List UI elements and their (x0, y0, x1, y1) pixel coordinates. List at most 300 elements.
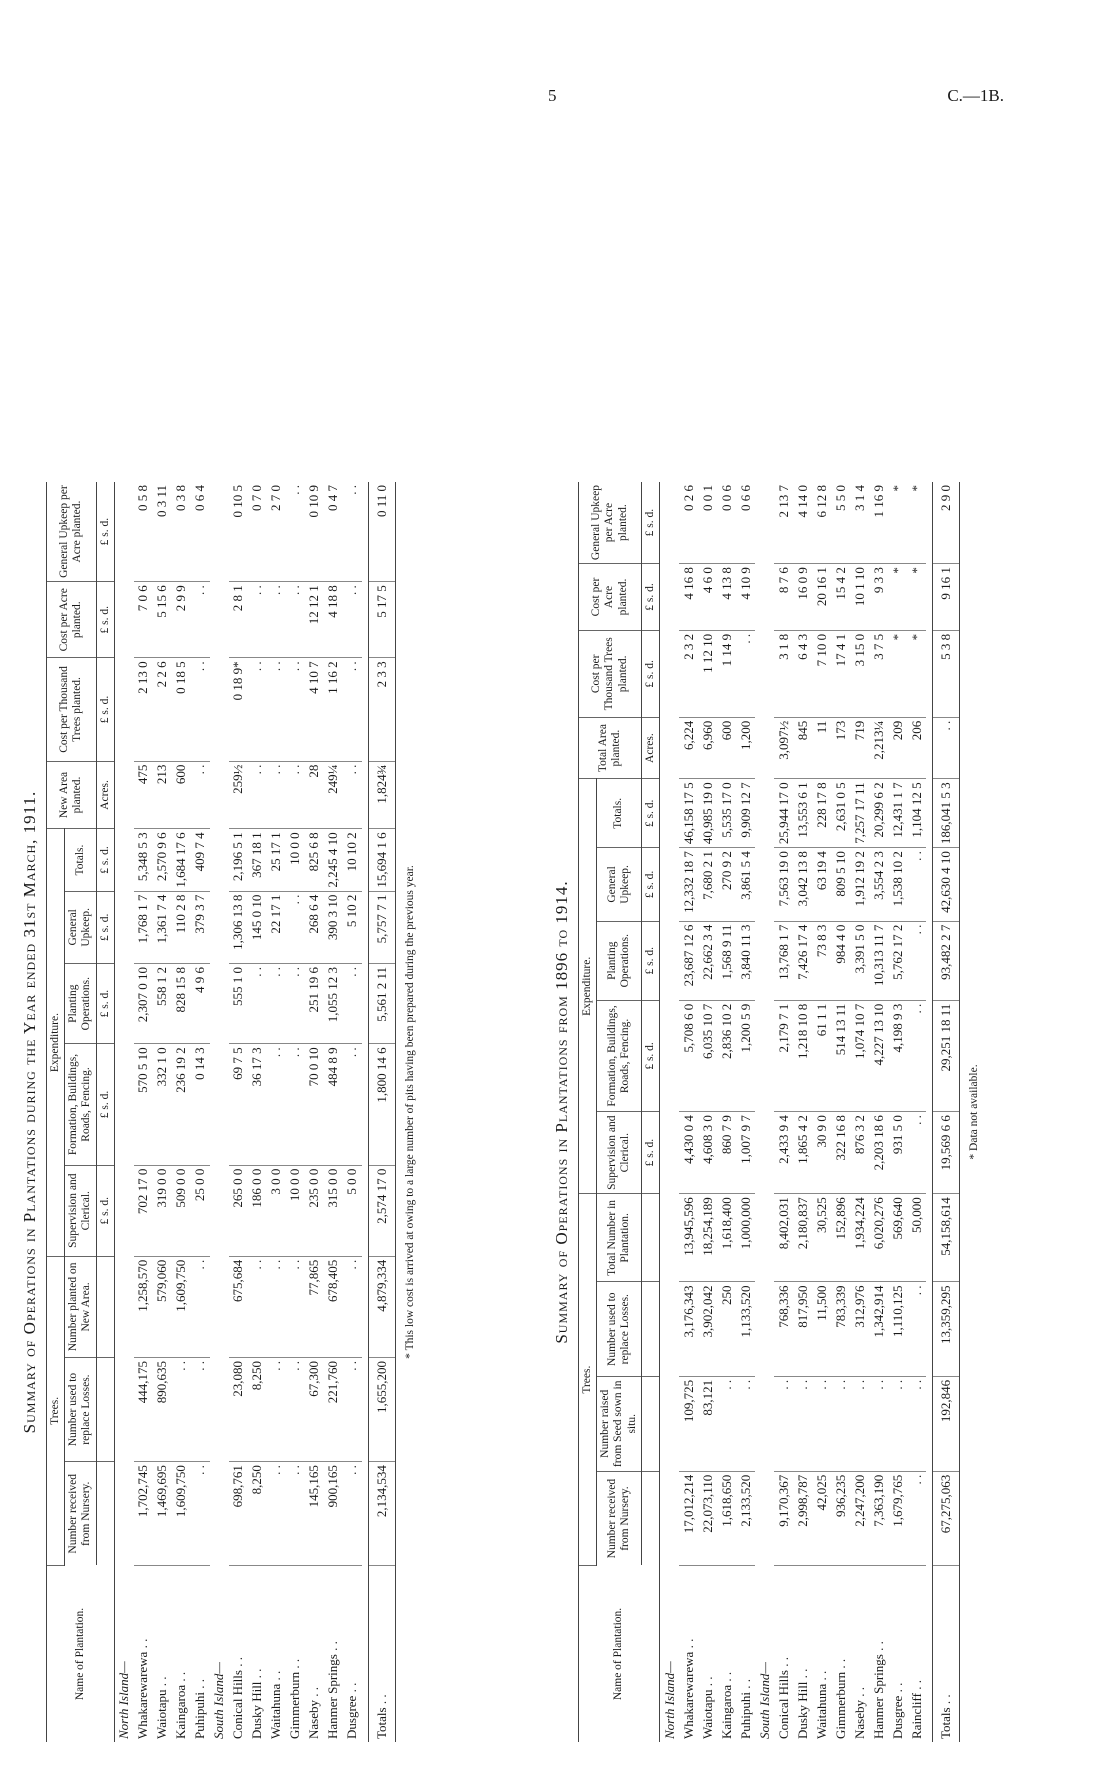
table-cell: 110 2 8 (172, 891, 191, 963)
table-cell: 768,336 (774, 1282, 793, 1376)
totals-cell: 2,574 17 0 (368, 1165, 395, 1256)
table-cell: 236 19 2 (172, 1044, 191, 1165)
table-cell: . . (286, 963, 305, 1043)
table-cell: 312,976 (850, 1282, 869, 1376)
table-cell: . . (248, 658, 267, 761)
table-cell: * (888, 630, 907, 717)
table-cell: 3 15 0 (850, 630, 869, 717)
table-cell: . . (831, 1376, 850, 1471)
table-cell: 876 3 2 (850, 1112, 869, 1194)
plantation-name: Puhipuhi . . (192, 1679, 208, 1739)
table-cell: 28 (305, 761, 324, 829)
table-cell: 23,687 12 6 (679, 921, 698, 1000)
table-cell: 46,158 17 5 (679, 779, 698, 848)
table-cell: 6 12 8 (812, 482, 831, 564)
table-row (191, 482, 210, 1742)
t1-group-expenditure: Expenditure. (47, 829, 65, 1256)
table-cell: 16 0 9 (793, 564, 812, 631)
t2-header-col-9: Totals. (597, 779, 642, 848)
plantation-name: Kaingaroa . . (173, 1671, 189, 1739)
table-cell: * (888, 482, 907, 564)
t1-header-col-1: Number received from Nursery. (65, 1462, 96, 1566)
totals-cell: 13,359,295 (933, 1282, 960, 1376)
table-cell: 213 (153, 761, 172, 829)
t1-unit-col-9: Acres. (96, 761, 114, 829)
table-cell: 251 19 6 (305, 963, 324, 1043)
plantation-name: Dusky Hill . . (794, 1668, 810, 1739)
table-row (153, 482, 172, 1742)
t1-unit-col-12: £ s. d. (96, 482, 114, 582)
table-cell: 6 4 3 (793, 630, 812, 717)
totals-cell: 67,275,063 (933, 1471, 960, 1565)
table-cell: 268 6 4 (305, 891, 324, 963)
plantation-name: Hanmer Springs . . (325, 1641, 341, 1739)
table-cell: . . (191, 1462, 210, 1566)
table1 (46, 482, 396, 1742)
t2-unit-col-1 (641, 1471, 659, 1565)
page-number: 5 (548, 86, 557, 105)
table-cell: 2 8 1 (229, 582, 248, 658)
table-cell: 4,608 3 0 (698, 1112, 717, 1194)
table-cell: 4,430 0 4 (679, 1112, 698, 1194)
table-cell: 1,609,750 (172, 1462, 191, 1566)
table-cell: 600 (717, 717, 736, 779)
table-cell: 2,631 0 5 (831, 779, 850, 848)
table-cell: 6,035 10 7 (698, 1000, 717, 1111)
table-cell: 7,680 2 1 (698, 848, 717, 922)
table-row (229, 482, 248, 1742)
table-cell: 860 7 9 (717, 1112, 736, 1194)
t2-unit-col-13: £ s. d. (641, 482, 659, 564)
totals-cell: 192,846 (933, 1376, 960, 1471)
table-cell: 3,391 5 0 (850, 921, 869, 1000)
table-cell: 12 12 1 (305, 582, 324, 658)
table-cell: 9,909 12 7 (736, 779, 755, 848)
table-cell: 409 7 4 (191, 829, 210, 891)
table-cell: * (907, 630, 926, 717)
table-cell: 73 8 3 (812, 921, 831, 1000)
t2-header-cost-acre: Cost per Acre planted. (579, 564, 642, 631)
table-cell: 2,180,837 (793, 1194, 812, 1282)
totals-row (368, 482, 395, 1742)
table2-block (550, 482, 1060, 1742)
table-cell: 1,609,750 (172, 1256, 191, 1357)
table-row (210, 482, 229, 1742)
table-cell: 6,960 (698, 717, 717, 779)
table-cell: 5,708 6 0 (679, 1000, 698, 1111)
table-cell: 145 0 10 (248, 891, 267, 963)
totals-cell: 2 3 3 (368, 658, 395, 761)
table-cell: . . (286, 1044, 305, 1165)
table-cell: 3 1 8 (774, 630, 793, 717)
table-cell: 2,133,520 (736, 1471, 755, 1565)
table-cell: 1,568 9 11 (717, 921, 736, 1000)
t2-unit-col-12: £ s. d. (641, 564, 659, 631)
table-cell: 3,042 13 8 (793, 848, 812, 922)
t1-group-trees: Trees. (47, 1256, 65, 1565)
t2-group-trees: Trees. (579, 1194, 597, 1566)
table-row (888, 482, 907, 1742)
t1-header-col-2: Number used to replace Losses. (65, 1358, 96, 1462)
table1-footnote: * This low cost is arrived at owing to a large number of pits having been prepared during the previous year. (403, 865, 416, 1359)
table-cell: 63 19 4 (812, 848, 831, 922)
table-cell: . . (191, 582, 210, 658)
group-label: North Island— (661, 1661, 677, 1739)
t2-header-col-5: Supervision and Clerical. (597, 1112, 642, 1194)
totals-cell: . . (933, 717, 960, 779)
table-row (736, 482, 755, 1742)
table-row (114, 482, 134, 1742)
table-cell: 1,200 (736, 717, 755, 779)
t1-header-col-7: General Upkeep. (65, 891, 96, 963)
table-cell: 2,245 4 10 (324, 829, 343, 891)
table-cell: 825 6 8 (305, 829, 324, 891)
table-cell: 10 0 0 (286, 829, 305, 891)
table-cell: 569,640 (888, 1194, 907, 1282)
table-cell: 0 3 8 (172, 482, 191, 582)
table-cell: . . (793, 1376, 812, 1471)
table-cell: 4 13 8 (717, 564, 736, 631)
t2-header-name: Name of Plantation. (579, 1566, 660, 1743)
table-cell: 249¼ (324, 761, 343, 829)
table-cell: 1,074 10 7 (850, 1000, 869, 1111)
plantation-name: Dusgree . . (889, 1682, 905, 1739)
group-label: North Island— (116, 1661, 132, 1739)
table-cell: 8 7 6 (774, 564, 793, 631)
table1-block (18, 482, 528, 1742)
totals-cell: 54,158,614 (933, 1194, 960, 1282)
totals-cell: 186,041 5 3 (933, 779, 960, 848)
table-cell: . . (907, 1000, 926, 1111)
plantation-name: Conical Hills . . (775, 1657, 791, 1739)
table-cell: . . (343, 963, 362, 1043)
table-cell: 0 2 6 (679, 482, 698, 564)
table-cell: 1,618,400 (717, 1194, 736, 1282)
totals-cell: 93,482 2 7 (933, 921, 960, 1000)
table-cell: 1,865 4 2 (793, 1112, 812, 1194)
table-cell: 3,097½ (774, 717, 793, 779)
table-cell: 206 (907, 717, 926, 779)
table-cell: 7,257 17 11 (850, 779, 869, 848)
table-cell: 475 (134, 761, 153, 829)
plantation-name: Waitahuna . . (813, 1670, 829, 1739)
table-cell: 702 17 0 (134, 1165, 153, 1256)
table-cell: * (907, 564, 926, 631)
document-code: C.—1B. (947, 86, 1004, 105)
table-row (267, 482, 286, 1742)
table-row (812, 482, 831, 1742)
table-cell: . . (191, 1358, 210, 1462)
table-cell: 509 0 0 (172, 1165, 191, 1256)
table-cell: 0 14 3 (191, 1044, 210, 1165)
table-cell: . . (343, 582, 362, 658)
table-cell: . . (850, 1376, 869, 1471)
table-cell: 67,300 (305, 1358, 324, 1462)
table-cell: 817,950 (793, 1282, 812, 1376)
table-cell: 0 0 1 (698, 482, 717, 564)
table-row (679, 482, 698, 1742)
table-cell: . . (343, 1256, 362, 1357)
table-cell: . . (907, 1376, 926, 1471)
table-cell: 0 18 5 (172, 658, 191, 761)
table-cell: . . (172, 1358, 191, 1462)
table-cell: 390 3 10 (324, 891, 343, 963)
table-cell: 6,020,276 (869, 1194, 888, 1282)
table-cell: 322 16 8 (831, 1112, 850, 1194)
t1-unit-col-7: £ s. d. (96, 891, 114, 963)
t1-header-cost-acre: Cost per Acre planted. (47, 582, 97, 658)
table-cell: 1,110,125 (888, 1282, 907, 1376)
t1-header-col-4: Supervision and Clerical. (65, 1165, 96, 1256)
t2-header-total-area: Total Area planted. (579, 717, 642, 779)
table-cell: 23,080 (229, 1358, 248, 1462)
table-cell: 783,339 (831, 1282, 850, 1376)
table-cell: 270 9 2 (717, 848, 736, 922)
totals-cell: 5 17 5 (368, 582, 395, 658)
table-cell: 319 0 0 (153, 1165, 172, 1256)
table-cell: 828 15 8 (172, 963, 191, 1043)
table-cell: 9,170,367 (774, 1471, 793, 1565)
table-cell: . . (343, 658, 362, 761)
table-cell: 379 3 7 (191, 891, 210, 963)
table-cell: . . (869, 1376, 888, 1471)
table-cell: 0 6 4 (191, 482, 210, 582)
plantation-name: Waiotapu . . (699, 1676, 715, 1739)
table-cell: . . (267, 582, 286, 658)
table-cell: 265 0 0 (229, 1165, 248, 1256)
table-cell: 2,179 7 1 (774, 1000, 793, 1111)
table2-footnote: * Data not available. (968, 1064, 981, 1160)
totals-cell: 9 16 1 (933, 564, 960, 631)
t2-unit-col-5: £ s. d. (641, 1112, 659, 1194)
table-cell: 10 10 2 (343, 829, 362, 891)
table-cell: 6,224 (679, 717, 698, 779)
table-cell: . . (286, 1358, 305, 1462)
totals-cell: 5,757 7 1 (368, 891, 395, 963)
table-cell: 36 17 3 (248, 1044, 267, 1165)
table-cell: 228 17 8 (812, 779, 831, 848)
table-cell: 13,553 6 1 (793, 779, 812, 848)
table-cell: 4 14 0 (793, 482, 812, 564)
table-cell: 69 7 5 (229, 1044, 248, 1165)
table-cell: 2 9 9 (172, 582, 191, 658)
table-row (793, 482, 812, 1742)
table-row (305, 482, 324, 1742)
table-cell: . . (267, 963, 286, 1043)
t2-unit-col-10: Acres. (641, 717, 659, 779)
table-cell: 900,165 (324, 1462, 343, 1566)
table-cell: . . (774, 1376, 793, 1471)
table-cell: 1 16 9 (869, 482, 888, 564)
table-cell: 484 8 9 (324, 1044, 343, 1165)
table-cell: 2,570 9 6 (153, 829, 172, 891)
table-cell: 570 5 10 (134, 1044, 153, 1165)
table-cell: 579,060 (153, 1256, 172, 1357)
table-row (869, 482, 888, 1742)
table-cell: 558 1 2 (153, 963, 172, 1043)
plantation-name: Raincliff . . (908, 1680, 924, 1739)
table-row (698, 482, 717, 1742)
table-row (286, 482, 305, 1742)
table-cell: 13,768 1 7 (774, 921, 793, 1000)
group-label: South Island— (756, 1662, 772, 1739)
table-cell: . . (267, 1358, 286, 1462)
table-row (755, 482, 774, 1742)
table-cell: . . (907, 921, 926, 1000)
table-cell: 8,402,031 (774, 1194, 793, 1282)
table-cell: . . (267, 761, 286, 829)
plantation-name: Whakarewarewa . . (680, 1638, 696, 1739)
t1-unit-col-6: £ s. d. (96, 963, 114, 1043)
totals-cell: 29,251 18 11 (933, 1000, 960, 1111)
t2-header-col-2: Number raised from Seed sown in situ. (597, 1376, 642, 1471)
table-cell: 2 7 0 (267, 482, 286, 582)
table-cell: 1 16 2 (324, 658, 343, 761)
table-cell: 1,538 10 2 (888, 848, 907, 922)
table-cell: 22,662 3 4 (698, 921, 717, 1000)
table-cell: 2 13 7 (774, 482, 793, 564)
table-cell: . . (812, 1376, 831, 1471)
table-cell: 50,000 (907, 1194, 926, 1282)
t1-unit-col-4: £ s. d. (96, 1165, 114, 1256)
table2-title: Summary of Operations in Plantations from 1896 to 1914. (552, 880, 571, 1344)
table-row (660, 482, 680, 1742)
t1-header-new-area: New Area planted. (47, 761, 97, 829)
table-cell: 3,861 5 4 (736, 848, 755, 922)
table-cell: 0 0 6 (717, 482, 736, 564)
table-cell: 5,348 5 3 (134, 829, 153, 891)
table-cell: . . (286, 1462, 305, 1566)
t2-header-col-8: General Upkeep. (597, 848, 642, 922)
table-cell: . . (286, 658, 305, 761)
table-cell: * (907, 482, 926, 564)
table-cell: 186 0 0 (248, 1165, 267, 1256)
table-cell: 1,007 9 7 (736, 1112, 755, 1194)
plantation-name: Gimmerburn . . (287, 1658, 303, 1739)
table-cell: . . (343, 482, 362, 582)
table-row (717, 482, 736, 1742)
table-cell: 12,431 1 7 (888, 779, 907, 848)
table-cell: 444,175 (134, 1358, 153, 1462)
table-cell: 9 3 3 (869, 564, 888, 631)
t1-header-col-6: Planting Operations. (65, 963, 96, 1043)
t1-unit-col-2 (96, 1358, 114, 1462)
totals-cell: 2 9 0 (933, 482, 960, 564)
table-cell: 7 10 0 (812, 630, 831, 717)
table-row (172, 482, 191, 1742)
table-cell: 25 0 0 (191, 1165, 210, 1256)
table-cell: 4,198 9 3 (888, 1000, 907, 1111)
table-cell: . . (907, 848, 926, 922)
table-cell: 809 5 10 (831, 848, 850, 922)
plantation-name: Whakarewarewa . . (135, 1638, 151, 1739)
table-cell: 5 5 0 (831, 482, 850, 564)
table-cell: 70 0 10 (305, 1044, 324, 1165)
table-cell: 1,679,765 (888, 1471, 907, 1565)
table-cell: 1,934,224 (850, 1194, 869, 1282)
table-cell: 10,313 11 7 (869, 921, 888, 1000)
totals-cell: 19,569 6 6 (933, 1112, 960, 1194)
table-row (343, 482, 362, 1742)
table-cell: 17 4 1 (831, 630, 850, 717)
t2-unit-col-3 (641, 1282, 659, 1376)
table-cell: 42,025 (812, 1471, 831, 1565)
table-cell: 2,213¼ (869, 717, 888, 779)
table-cell: . . (267, 658, 286, 761)
t1-unit-col-10: £ s. d. (96, 658, 114, 761)
table-cell: 1,200 5 9 (736, 1000, 755, 1111)
table-cell: 2,196 5 1 (229, 829, 248, 891)
table-cell: 3 7 5 (869, 630, 888, 717)
table-cell: . . (248, 761, 267, 829)
plantation-name: Puhipuhi . . (737, 1679, 753, 1739)
group-label: South Island— (211, 1662, 227, 1739)
table-cell: 1 12 10 (698, 630, 717, 717)
t1-unit-col-1 (96, 1462, 114, 1566)
table-cell: . . (191, 1256, 210, 1357)
totals-cell: 1,800 14 6 (368, 1044, 395, 1165)
totals-cell: 4,879,334 (368, 1256, 395, 1357)
t1-header-col-3: Number planted on New Area. (65, 1256, 96, 1357)
table-cell: 1,104 12 5 (907, 779, 926, 848)
table-cell: 18,254,189 (698, 1194, 717, 1282)
table-cell: 7,426 17 4 (793, 921, 812, 1000)
plantation-name: Naseby . . (851, 1687, 867, 1739)
table-cell: . . (191, 658, 210, 761)
table-cell: 2,307 0 10 (134, 963, 153, 1043)
t1-unit-col-3 (96, 1256, 114, 1357)
table-cell: . . (907, 1282, 926, 1376)
totals-label: Totals . . (368, 1566, 395, 1743)
table-cell: . . (907, 1471, 926, 1565)
t2-unit-col-2 (641, 1376, 659, 1471)
table-row (907, 482, 926, 1742)
table-cell: 7,363,190 (869, 1471, 888, 1565)
table-cell: 0 4 7 (324, 482, 343, 582)
table-cell: 678,405 (324, 1256, 343, 1357)
table-cell: . . (248, 1256, 267, 1357)
totals-cell: 1,824¾ (368, 761, 395, 829)
table-cell: 77,865 (305, 1256, 324, 1357)
t2-unit-col-6: £ s. d. (641, 1000, 659, 1111)
table-cell: . . (736, 630, 755, 717)
t2-header-upkeep-acre: General Upkeep per Acre planted. (579, 482, 642, 564)
table-cell: 845 (793, 717, 812, 779)
table-row (774, 482, 793, 1742)
plantation-name: Dusky Hill . . (249, 1668, 265, 1739)
t2-header-col-3: Number used to replace Losses. (597, 1282, 642, 1376)
t2-header-cost-thousand: Cost per Thousand Trees planted. (579, 630, 642, 717)
table-cell: 4 16 8 (679, 564, 698, 631)
t2-unit-col-7: £ s. d. (641, 921, 659, 1000)
table-cell: 5 10 2 (343, 891, 362, 963)
table-cell: 20 16 1 (812, 564, 831, 631)
plantation-name: Waiotapu . . (154, 1676, 170, 1739)
totals-label: Totals . . (933, 1566, 960, 1743)
t2-unit-col-9: £ s. d. (641, 779, 659, 848)
table-cell: 7,563 19 0 (774, 848, 793, 922)
totals-cell: 5,561 2 11 (368, 963, 395, 1043)
table-cell: . . (267, 1044, 286, 1165)
t1-header-cost-thousand: Cost per Thousand Trees planted. (47, 658, 97, 761)
table-cell: 1,912 19 2 (850, 848, 869, 922)
table-cell: 209 (888, 717, 907, 779)
table-cell: 1,684 17 6 (172, 829, 191, 891)
table1-title: Summary of Operations in Plantations during the Year ended 31st March, 1911. (20, 790, 39, 1434)
table-cell: 3,176,343 (679, 1282, 698, 1376)
t1-header-name: Name of Plantation. (47, 1566, 115, 1743)
t2-group-expenditure: Expenditure. (579, 779, 597, 1194)
